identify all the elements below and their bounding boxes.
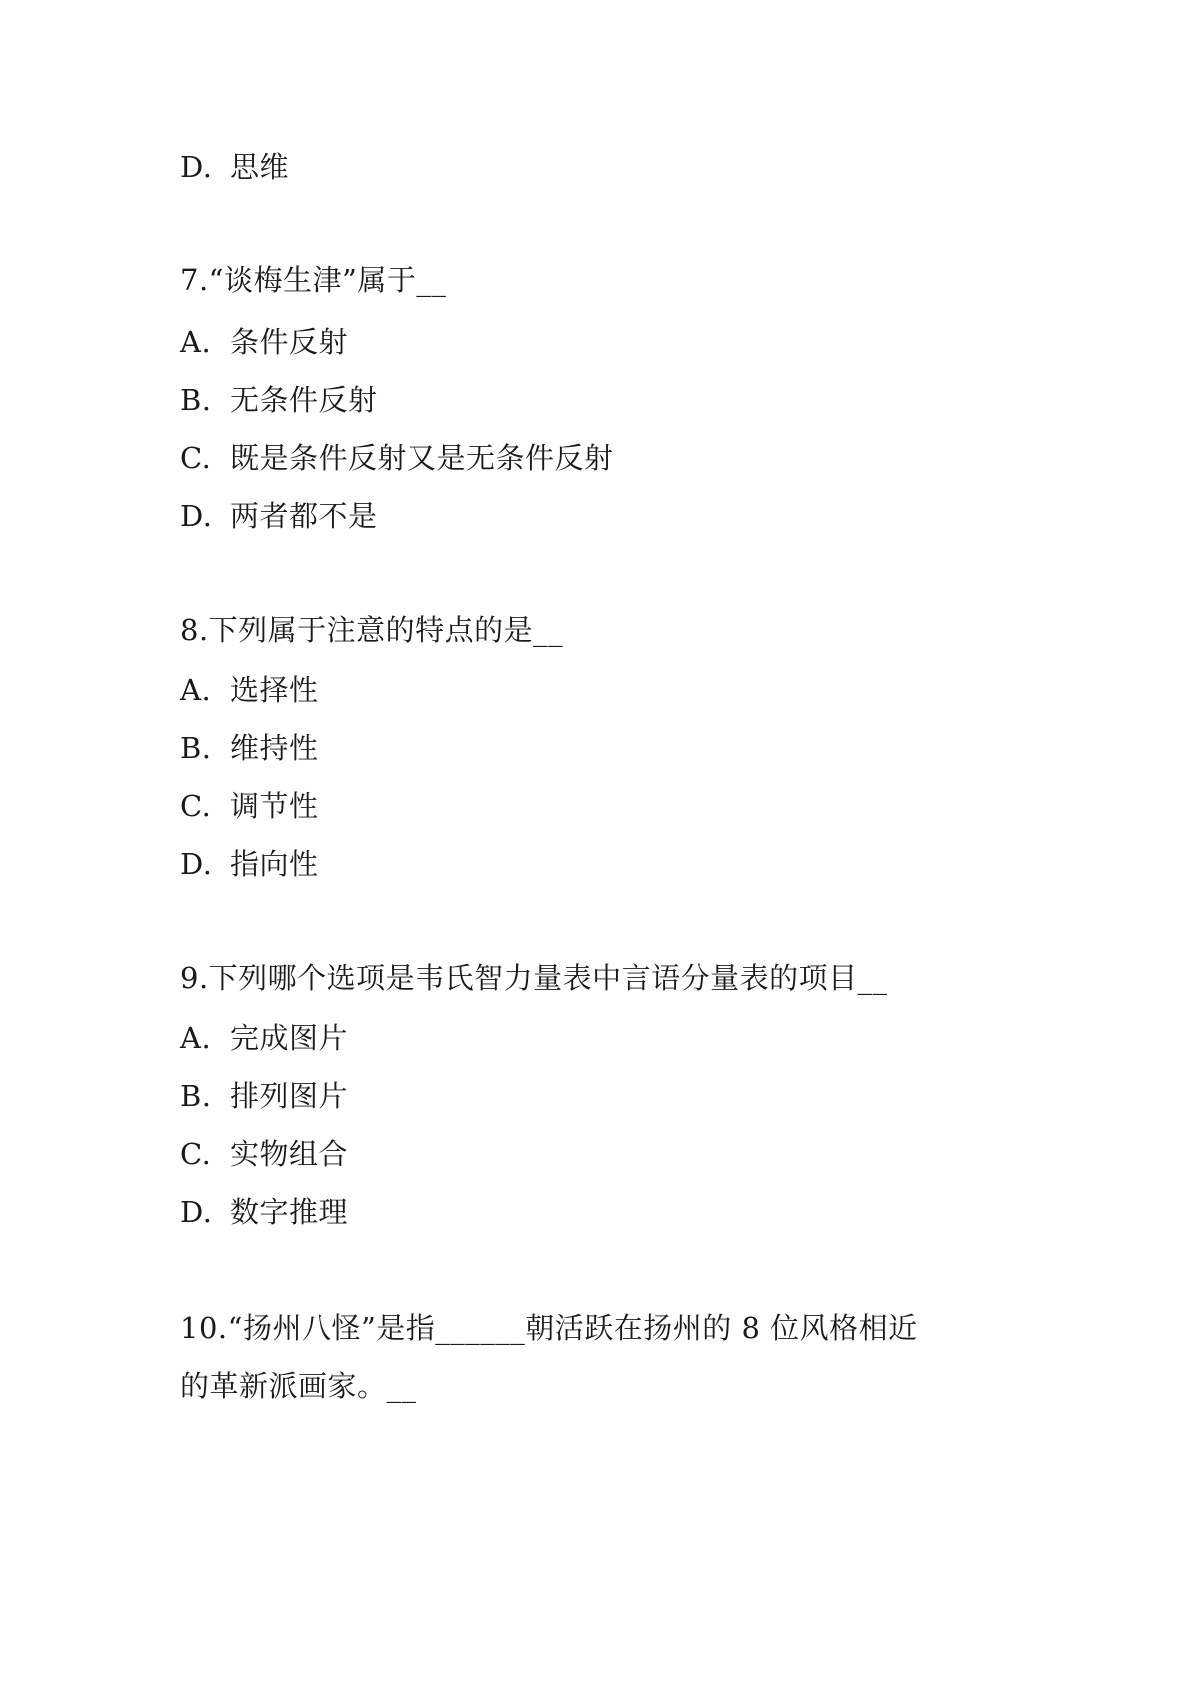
- option-text: 条件反射: [230, 325, 349, 359]
- option-letter: B.: [180, 383, 212, 417]
- option-text: 两者都不是: [230, 499, 378, 533]
- question-9-stem: 9.下列哪个选项是韦氏智力量表中言语分量表的项目__: [180, 961, 888, 995]
- option-letter: A.: [180, 1021, 212, 1055]
- question-7-option-d: [180, 496, 378, 536]
- option-letter: A.: [180, 325, 212, 359]
- option-text: 数字推理: [230, 1195, 349, 1229]
- option-text: 排列图片: [230, 1079, 349, 1113]
- question-8-option-c: [180, 786, 319, 826]
- option-text: 既是条件反射又是无条件反射: [230, 441, 614, 475]
- prev-question-option-d: [180, 147, 289, 187]
- option-letter: C.: [180, 789, 212, 823]
- question-8-option-d: [180, 844, 319, 884]
- question-7-option-a: [180, 322, 348, 362]
- question-10-stem-line2: 的革新派画家。__: [180, 1369, 417, 1403]
- option-text: 选择性: [230, 673, 319, 707]
- question-7-stem: 7.“谈梅生津”属于__: [180, 263, 447, 297]
- question-7-option-c: [180, 438, 614, 478]
- option-letter: B.: [180, 1079, 212, 1113]
- option-letter: D.: [180, 847, 213, 881]
- option-text: 指向性: [230, 847, 319, 881]
- option-letter: D.: [180, 1195, 213, 1229]
- question-8-option-b: [180, 728, 319, 768]
- option-text: 完成图片: [230, 1021, 349, 1055]
- option-text: 思维: [230, 150, 290, 184]
- question-9-option-d: [180, 1192, 348, 1232]
- option-text: 无条件反射: [230, 383, 378, 417]
- question-9-option-c: [180, 1134, 348, 1174]
- option-letter: D.: [180, 150, 213, 184]
- question-10-stem-line1: 10.“扬州八怪”是指______朝活跃在扬州的 8 位风格相近: [180, 1311, 918, 1345]
- option-letter: A.: [180, 673, 212, 707]
- question-8-option-a: [180, 670, 319, 710]
- option-letter: C.: [180, 1137, 212, 1171]
- option-text: 实物组合: [230, 1137, 349, 1171]
- option-letter: C.: [180, 441, 212, 475]
- question-8-stem: 8.下列属于注意的特点的是__: [180, 613, 564, 647]
- option-letter: D.: [180, 499, 213, 533]
- option-text: 维持性: [230, 731, 319, 765]
- question-9-option-b: [180, 1076, 348, 1116]
- option-letter: B.: [180, 731, 212, 765]
- question-9-option-a: [180, 1018, 348, 1058]
- question-7-option-b: [180, 380, 378, 420]
- option-text: 调节性: [230, 789, 319, 823]
